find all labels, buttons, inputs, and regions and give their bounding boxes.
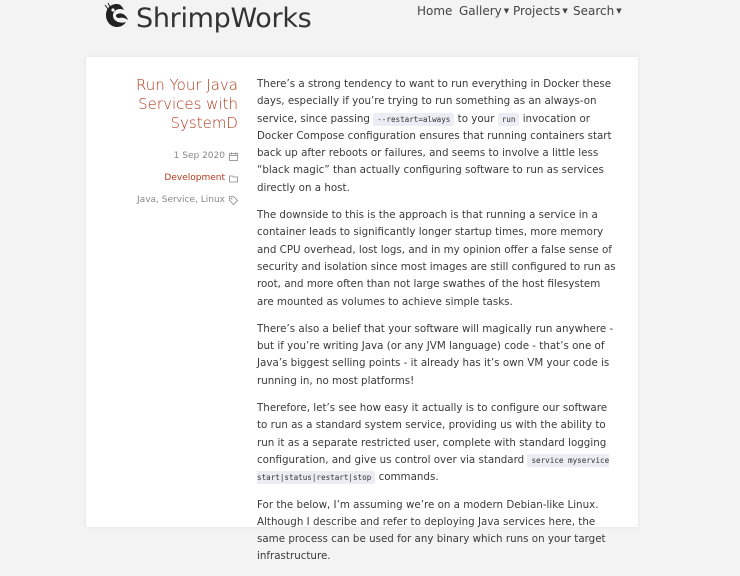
nav-gallery[interactable] (459, 4, 509, 18)
paragraph-text: There’s a strong tendency to want to run everything in Docker these days, especially if you’re trying to run something as an always-on service, since passing (257, 78, 612, 125)
paragraph-text: invocation or Docker Compose configuration ensures that running containers start back up after reboots or failures, and seems to involve a little less “black magic” than actually configuring software to run as services directly on a host. (257, 112, 612, 194)
nav-search-label: Search (573, 4, 615, 18)
paragraph-1 (257, 76, 619, 197)
paragraph-text: Therefore, let’s see how easy it actually is to configure our software to run as a standard system service, providing us with the ability to run it as a separate restricted user, complete with standard logging configuration, and give us control over via standard (257, 402, 608, 466)
shrimp-logo-icon (104, 2, 130, 34)
post-category[interactable] (86, 173, 238, 183)
nav-projects[interactable] (513, 4, 568, 18)
chevron-down-icon: ▼ (562, 7, 568, 15)
post-date-text: 1 Sep 2020 (173, 151, 225, 161)
post-body (257, 76, 619, 576)
site-name: ShrimpWorks (136, 2, 312, 34)
tag-icon (229, 196, 238, 205)
nav-home[interactable] (417, 4, 452, 18)
paragraph-5: For the below, I’m assuming we’re on a modern Debian-like Linux. Although I describe and refer to deploying Java services here, the same process can be used for any binary which runs on your target infrastructure. (257, 498, 606, 563)
site-logo[interactable] (104, 2, 311, 34)
chevron-down-icon: ▼ (616, 7, 622, 15)
paragraph-text: to your (454, 112, 498, 125)
paragraph-4 (257, 400, 619, 486)
post-title[interactable]: Run Your Java Services with SystemD (135, 76, 238, 132)
paragraph-2: The downside to this is the approach is that running a service in a container leads to significantly longer startup times, more memory and CPU overhead, lost logs, and in my opinion offer a false sense of security and isolation since most images are still configured to run as root, and more often than not large swathes of the host filesystem are mounted as volumes to achieve simple tasks. (257, 209, 616, 308)
inline-code: run (498, 113, 520, 126)
inline-code: --restart=always (373, 113, 454, 126)
calendar-icon (229, 152, 238, 161)
post-card (86, 57, 638, 563)
paragraph-3: There’s also a belief that your software will magically run anywhere - but if you’re writing Java (or any JVM language) code - that’s one of Java’s biggest selling points - it already has it’s own VM your code is running in, no most platforms! (257, 322, 614, 387)
folder-icon (229, 174, 238, 183)
chevron-down-icon: ▼ (503, 7, 510, 15)
nav-projects-label: Projects (513, 4, 561, 18)
post-category-link[interactable]: Development (164, 173, 225, 183)
post-tags-text[interactable]: Java, Service, Linux (137, 195, 225, 205)
post-date (86, 151, 238, 161)
nav-gallery-label: Gallery (459, 4, 502, 18)
paragraph-text: commands. (375, 471, 439, 484)
post-tags (86, 195, 238, 205)
nav-search[interactable] (573, 4, 622, 18)
top-navigation-bar (0, 0, 740, 38)
inline-code: service myservice start|status|restart|stop (257, 455, 610, 483)
post-sidebar (86, 76, 238, 205)
nav-home-label: Home (417, 4, 453, 18)
